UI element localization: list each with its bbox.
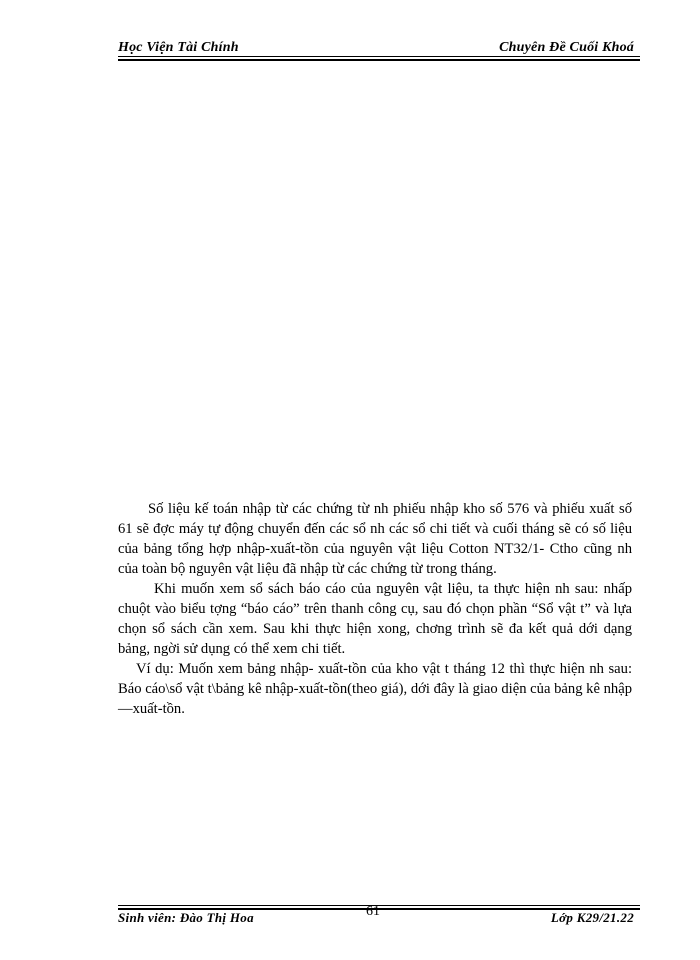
body-text (118, 499, 632, 719)
header-document-type: Chuyên Đề Cuối Khoá (499, 40, 634, 55)
header-institution: Học Viện Tài Chính (118, 40, 239, 55)
footer-student-name: Sinh viên: Đào Thị Hoa (118, 910, 254, 925)
body-paragraph: Ví dụ: Muốn xem bảng nhập- xuất-tồn của kho vật t tháng 12 thì thực hiện nh sau: Báo cáo\sổ vật t\bảng kê nhập-xuất-tồn(theo giá), dới đây là giao diện của bảng kê nhập —xuất-tồn. (118, 661, 632, 717)
body-paragraph: Khi muốn xem sổ sách báo cáo của nguyên vật liệu, ta thực hiện nh sau: nhấp chuột vào biểu tợng “báo cáo” trên thanh công cụ, sau đó chọn phần “Sổ vật t” và lựa chọn sổ sách cần xem. Sau khi thực hiện xong, chơng trình sẽ đa kết quả dới dạng bảng, ngời sử dụng có thể xem chi tiết. (118, 581, 632, 657)
body-paragraph: Số liệu kế toán nhập từ các chứng từ nh phiếu nhập kho số 576 và phiếu xuất số 61 sẽ đợc máy tự động chuyển đến các sổ nh các sổ chi tiết và cuối tháng sẽ có số liệu của bảng tổng hợp nhập-xuất-tồn của nguyên vật liệu Cotton NT32/1- Ctho cũng nh của toàn bộ nguyên vật liệu đã nhập từ các chứng từ trong tháng. (118, 501, 632, 577)
page-footer (118, 904, 640, 932)
footer-class-code: Lớp K29/21.22 (550, 910, 634, 925)
page-header (118, 40, 640, 60)
page-number: 61 (366, 904, 380, 919)
header-rule-thin (118, 56, 640, 57)
header-rule-thick (118, 59, 640, 61)
